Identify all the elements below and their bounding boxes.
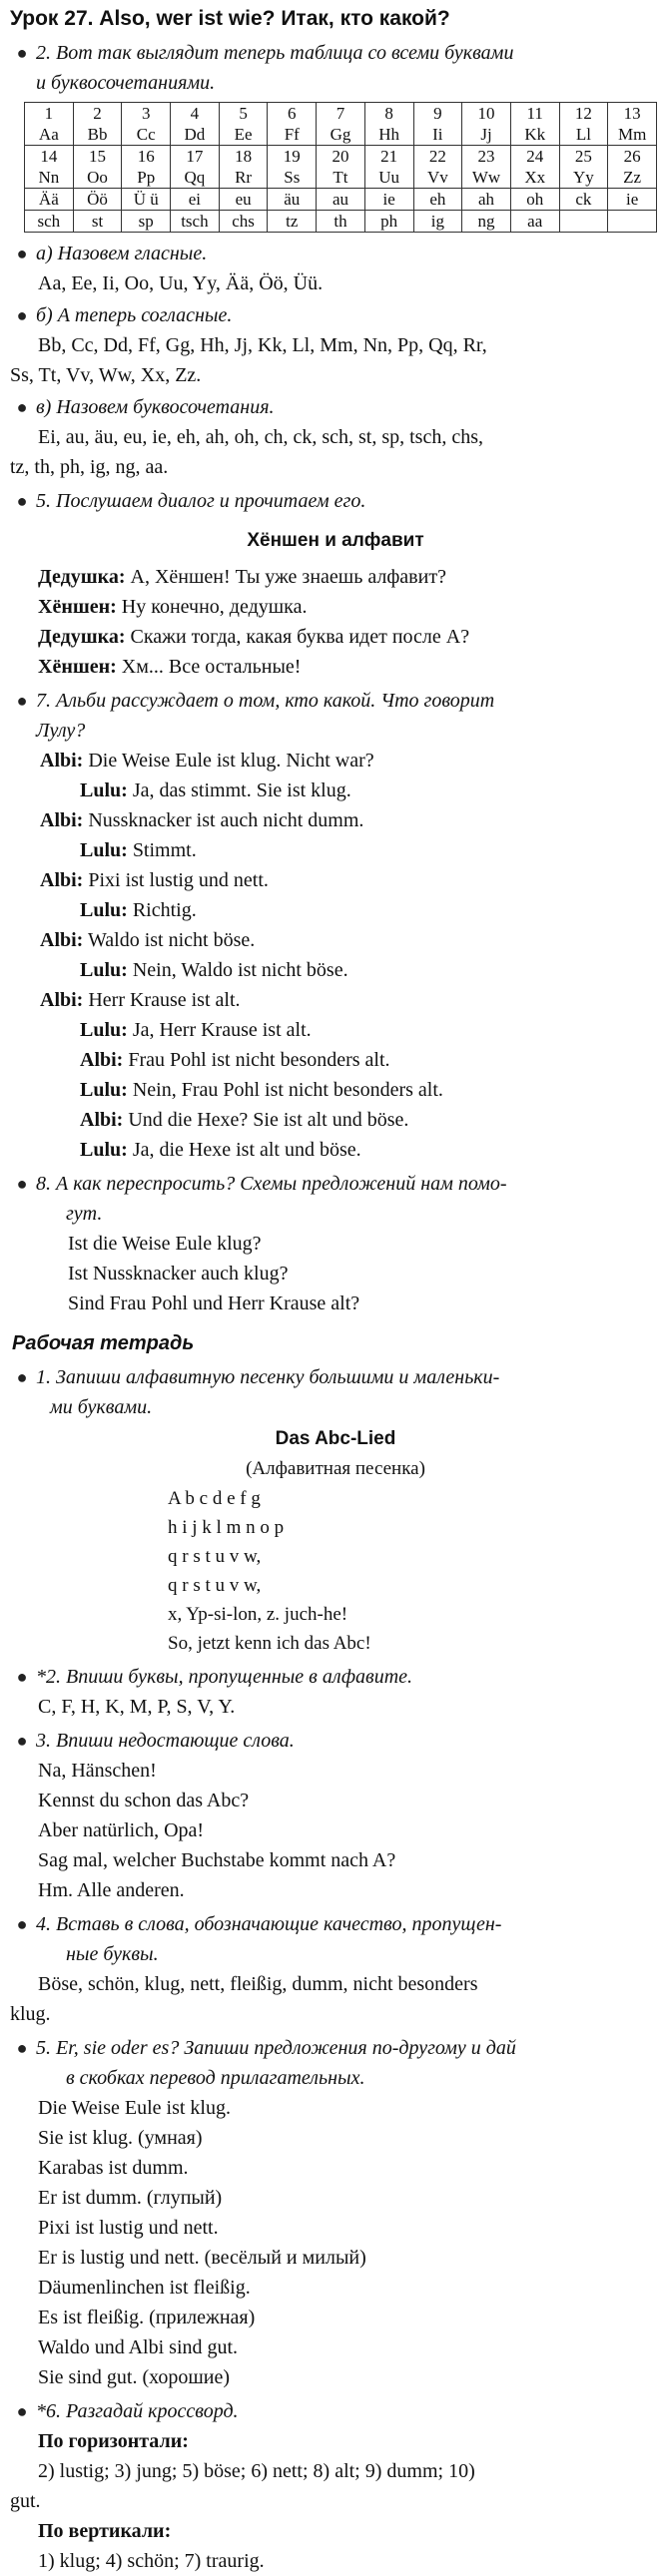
wb-4-answer-2: klug.: [10, 2003, 51, 2025]
list-item: q r s t u v w,: [168, 1575, 262, 1596]
table-cell: ng: [462, 211, 511, 233]
circle-bullet-icon: ●: [16, 2401, 28, 2421]
list-item: Er is lustig und nett. (весёлый и милый): [38, 2247, 366, 2269]
crossword-vertical: 1) klug; 4) schön; 7) traurig.: [38, 2550, 265, 2572]
dialog-line: Lulu: Richtig.: [80, 899, 197, 921]
table-cell: st: [73, 211, 122, 233]
dialog-line: Хёншен: Хм... Все остальные!: [38, 656, 302, 678]
table-cell: chs: [219, 211, 268, 233]
dialog-line: Дедушка: А, Хёншен! Ты уже знаешь алфавит?: [38, 566, 446, 588]
list-item: Karabas ist dumm.: [38, 2157, 189, 2179]
wb-3-instruction: ● 3. Впиши недостающие слова.: [10, 1726, 661, 1756]
wb-4-instruction: ● 4. Вставь в слова, обозначающие качество, пропущен- ные буквы.: [10, 1909, 661, 1969]
wb-2-instruction: ● *2. Впиши буквы, пропущенные в алфавите.: [10, 1662, 661, 1692]
lesson-title: Урок 27. Also, wer ist wie? Итак, кто какой?: [10, 7, 450, 30]
circle-bullet-icon: ●: [16, 1731, 28, 1751]
table-cell: 10 Jj: [462, 103, 511, 146]
crossword-horizontal-label: По горизонтали:: [38, 2430, 189, 2452]
dialog-line: Lulu: Stimmt.: [80, 839, 197, 861]
song-lyrics: [10, 1484, 661, 1658]
table-cell: ei: [171, 189, 220, 211]
list-item: Waldo und Albi sind gut.: [38, 2336, 239, 2358]
list-item: Hm. Alle anderen.: [38, 1879, 185, 1901]
list-item: Aber natürlich, Opa!: [38, 1819, 205, 1841]
list-item: So, jetzt kenn ich das Abc!: [168, 1633, 371, 1654]
table-cell: 24 Xx: [510, 146, 559, 189]
list-item: Sind Frau Pohl und Herr Krause alt?: [68, 1292, 360, 1314]
wb-5-answers: [10, 2093, 661, 2392]
list-item: Pixi ist lustig und nett.: [38, 2217, 219, 2239]
task-5-instruction: ● 5. Послушаем диалог и прочитаем его.: [10, 486, 661, 516]
workbook-heading: Рабочая тетрадь: [12, 1332, 195, 1354]
task-2a: [10, 239, 661, 268]
wb-2-answer: C, F, H, K, M, P, S, V, Y.: [38, 1696, 236, 1718]
circle-bullet-icon: ●: [16, 2038, 28, 2058]
circle-bullet-icon: ●: [16, 1914, 28, 1934]
table-row-2: [25, 146, 657, 189]
wb-6-instruction: ● *6. Разгадай кроссворд.: [10, 2396, 661, 2426]
table-cell: 1 Aa: [25, 103, 74, 146]
circle-bullet-icon: ●: [16, 1367, 28, 1387]
task-7-instruction: ● 7. Альби рассуждает о том, кто какой. Что говорит Лулу?: [10, 686, 661, 746]
dialog-line: Albi: Nussknacker ist auch nicht dumm.: [40, 809, 364, 831]
task-2b: [10, 300, 661, 330]
song-title: Das Abc-Lied: [275, 1428, 396, 1449]
dialog-line: Albi: Die Weise Eule ist klug. Nicht war?: [40, 750, 374, 772]
table-cell: 21 Uu: [364, 146, 413, 189]
dialog-line: Lulu: Nein, Waldo ist nicht böse.: [80, 959, 348, 981]
question-list: [10, 1229, 661, 1318]
list-item: Die Weise Eule ist klug.: [38, 2097, 231, 2119]
circle-bullet-icon: ●: [16, 305, 28, 325]
table-cell: ie: [608, 189, 657, 211]
task-8-instruction: ● 8. А как переспросить? Схемы предложений нам помо- гут.: [10, 1169, 661, 1229]
list-item: Sie ist klug. (умная): [38, 2127, 203, 2149]
list-item: q r s t u v w,: [168, 1546, 262, 1567]
dialog-line: Albi: Waldo ist nicht böse.: [40, 929, 256, 951]
circle-bullet-icon: ●: [16, 1174, 28, 1194]
dialog-line: Хёншен: Ну конечно, дедушка.: [38, 596, 308, 618]
table-cell: tz: [268, 211, 317, 233]
table-cell: ph: [364, 211, 413, 233]
combinations-text-2: tz, th, ph, ig, ng, aa.: [10, 456, 169, 478]
table-cell: ig: [413, 211, 462, 233]
wb-1-instruction: ● 1. Запиши алфавитную песенку большими и маленьки- ми буквами.: [10, 1362, 661, 1422]
table-cell: Ää: [25, 189, 74, 211]
list-item: A b c d e f g: [168, 1488, 261, 1509]
table-cell: oh: [510, 189, 559, 211]
list-item: Es ist fleißig. (прилежная): [38, 2307, 256, 2328]
table-cell: 9 Ii: [413, 103, 462, 146]
table-cell: au: [317, 189, 365, 211]
table-cell: 15 Oo: [73, 146, 122, 189]
table-cell: 20 Tt: [317, 146, 365, 189]
table-cell: eu: [219, 189, 268, 211]
table-cell: 11 Kk: [510, 103, 559, 146]
table-row-1: [25, 103, 657, 146]
list-item: Er ist dumm. (глупый): [38, 2187, 223, 2209]
dialog-line: Albi: Pixi ist lustig und nett.: [40, 869, 269, 891]
table-cell: 2 Bb: [73, 103, 122, 146]
dialog-line: Albi: Frau Pohl ist nicht besonders alt.: [80, 1049, 390, 1071]
table-row-4: [25, 211, 657, 233]
task-2a-label: а) Назовем гласные.: [36, 243, 208, 264]
circle-bullet-icon: ●: [16, 491, 28, 511]
list-item: Ist Nussknacker auch klug?: [68, 1263, 289, 1285]
list-item: Na, Hänschen!: [38, 1760, 157, 1782]
list-item: Kennst du schon das Abc?: [38, 1790, 250, 1811]
list-item: Ist die Weise Eule klug?: [68, 1233, 262, 1255]
table-cell: aa: [510, 211, 559, 233]
wb-4-answer-1: Böse, schön, klug, nett, fleißig, dumm, nicht besonders: [38, 1973, 478, 1995]
table-cell: ck: [559, 189, 608, 211]
task-2-instruction: [10, 38, 661, 98]
table-cell: 17 Qq: [171, 146, 220, 189]
circle-bullet-icon: ●: [16, 244, 28, 263]
table-cell: 19 Ss: [268, 146, 317, 189]
table-cell: 7 Gg: [317, 103, 365, 146]
table-cell: eh: [413, 189, 462, 211]
table-cell: 5 Ee: [219, 103, 268, 146]
table-cell: äu: [268, 189, 317, 211]
table-cell: 13 Mm: [608, 103, 657, 146]
table-cell: [608, 211, 657, 233]
table-cell: 16 Pp: [122, 146, 171, 189]
albi-lulu-dialog: [10, 746, 661, 1165]
table-cell: 3 Cc: [122, 103, 171, 146]
crossword-horizontal-2: gut.: [10, 2490, 41, 2512]
dialog-line: Albi: Herr Krause ist alt.: [40, 989, 241, 1011]
dialog-line: Дедушка: Скажи тогда, какая буква идет после А?: [38, 626, 470, 648]
list-item: Sag mal, welcher Buchstabe kommt nach A?: [38, 1849, 396, 1871]
table-cell: 8 Hh: [364, 103, 413, 146]
table-cell: 14 Nn: [25, 146, 74, 189]
task-2c-label: в) Назовем буквосочетания.: [36, 396, 275, 418]
consonants-text-1: Bb, Cc, Dd, Ff, Gg, Hh, Jj, Kk, Ll, Mm, Nn, Pp, Qq, Rr,: [38, 334, 487, 356]
table-cell: ie: [364, 189, 413, 211]
table-cell: 26 Zz: [608, 146, 657, 189]
alphabet-table: [24, 102, 657, 233]
crossword-horizontal-1: 2) lustig; 3) jung; 5) böse; 6) nett; 8) alt; 9) dumm; 10): [38, 2460, 475, 2482]
table-cell: 6 Ff: [268, 103, 317, 146]
task-2-line-1: 2. Вот так выглядит теперь таблица со всеми буквами: [36, 42, 514, 64]
table-cell: 18 Rr: [219, 146, 268, 189]
consonants-text-2: Ss, Tt, Vv, Ww, Xx, Zz.: [10, 364, 202, 386]
list-item: Däumenlinchen ist fleißig.: [38, 2277, 251, 2299]
wb-5-instruction: ● 5. Er, sie oder es? Запиши предложения по-другому и дай в скобках перевод прилагательных.: [10, 2033, 661, 2093]
dialog-line: Lulu: Ja, die Hexe ist alt und böse.: [80, 1139, 361, 1161]
dialog-line: Lulu: Nein, Frau Pohl ist nicht besonders alt.: [80, 1079, 443, 1101]
wb-3-answers: [10, 1756, 661, 1905]
table-cell: 12 Ll: [559, 103, 608, 146]
circle-bullet-icon: ●: [16, 43, 28, 63]
combinations-text-1: Ei, au, äu, eu, ie, eh, ah, oh, ch, ck, sch, st, sp, tsch, chs,: [38, 426, 484, 448]
task-2-line-2: и буквосочетаниями.: [36, 72, 216, 94]
dialog-heading: Хёншен и алфавит: [247, 530, 424, 551]
circle-bullet-icon: ●: [16, 1667, 28, 1687]
song-subtitle: (Алфавитная песенка): [246, 1458, 425, 1479]
dialog-line: Lulu: Ja, das stimmt. Sie ist klug.: [80, 779, 351, 801]
dialog-line: Albi: Und die Hexe? Sie ist alt und böse.: [80, 1109, 409, 1131]
crossword-vertical-label: По вертикали:: [38, 2520, 172, 2542]
list-item: Sie sind gut. (хорошие): [38, 2366, 230, 2388]
table-cell: 25 Yy: [559, 146, 608, 189]
table-cell: 23 Ww: [462, 146, 511, 189]
task-2b-label: б) А теперь согласные.: [36, 304, 233, 326]
table-cell: sch: [25, 211, 74, 233]
circle-bullet-icon: ●: [16, 397, 28, 417]
list-item: h i j k l m n o p: [168, 1517, 285, 1538]
table-cell: Ü ü: [122, 189, 171, 211]
task-2c: [10, 392, 661, 422]
table-cell: [559, 211, 608, 233]
table-cell: tsch: [171, 211, 220, 233]
dialog: [10, 562, 661, 682]
table-cell: 22 Vv: [413, 146, 462, 189]
table-cell: th: [317, 211, 365, 233]
vowels-text: Aa, Ee, Ii, Oo, Uu, Yy, Ää, Öö, Üü.: [38, 272, 324, 294]
table-cell: ah: [462, 189, 511, 211]
table-row-3: [25, 189, 657, 211]
table-cell: Öö: [73, 189, 122, 211]
table-cell: sp: [122, 211, 171, 233]
circle-bullet-icon: ●: [16, 691, 28, 711]
list-item: x, Yp-si-lon, z. juch-he!: [168, 1604, 348, 1625]
dialog-line: Lulu: Ja, Herr Krause ist alt.: [80, 1019, 312, 1041]
table-cell: 4 Dd: [171, 103, 220, 146]
